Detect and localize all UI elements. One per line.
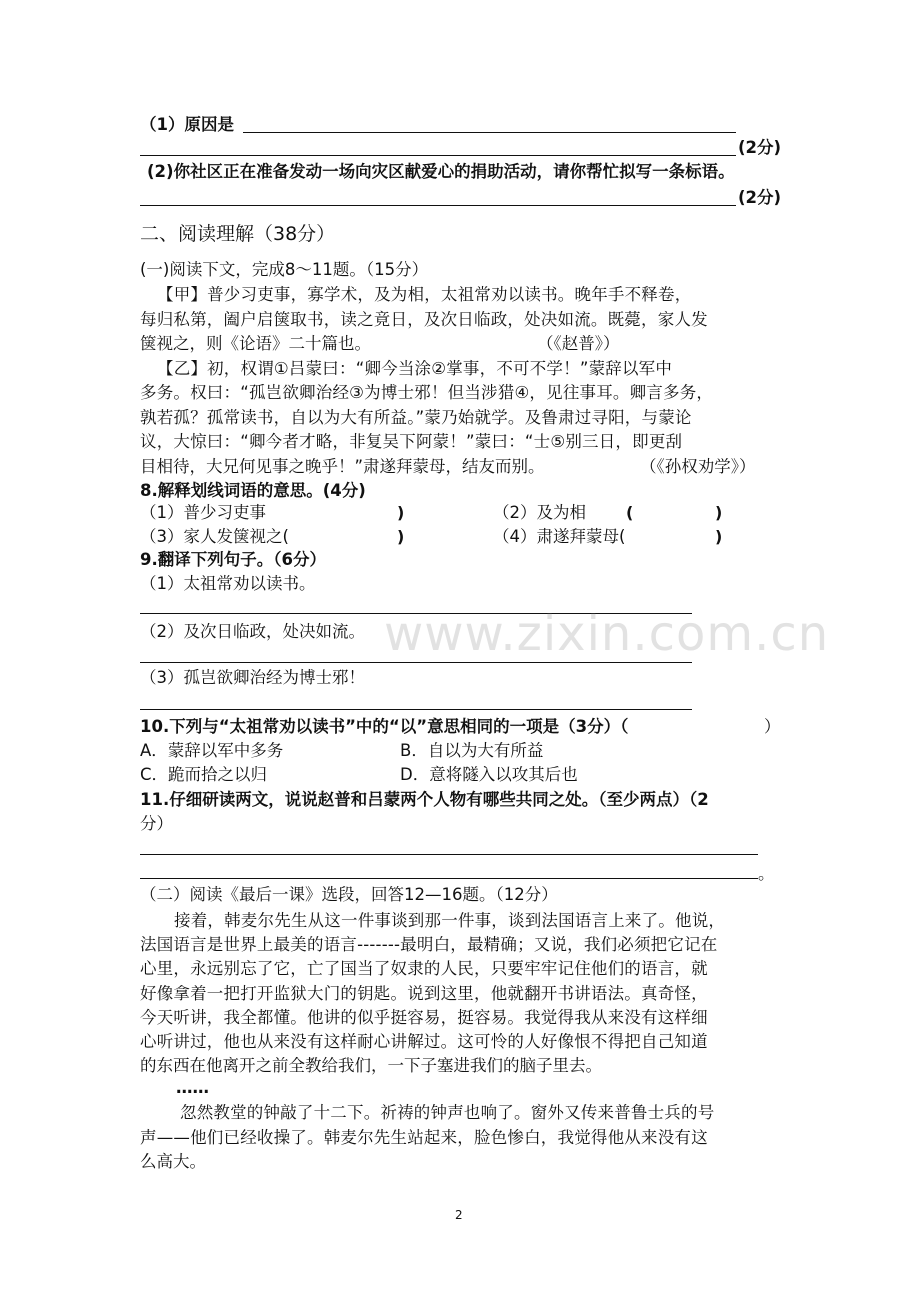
q2-text: (2)你社区正在准备发动一场向灾区献爱心的捐助活动，请你帮忙拟写一条标语。 bbox=[147, 162, 735, 181]
q9-item-1: （1）太祖常劝以读书。 bbox=[140, 574, 316, 593]
para2-line: 声——他们已经收操了。韩麦尔先生站起来，脸色惨白，我觉得他从来没有这 bbox=[140, 1128, 708, 1147]
page-number: 2 bbox=[455, 1208, 463, 1222]
para2-line: 忽然教堂的钟敲了十二下。祈祷的钟声也响了。窗外又传来普鲁士兵的号 bbox=[180, 1103, 715, 1122]
para1-line: 的东西在他离开之前全教给我们，一下子塞进我们的脑子里去。 bbox=[140, 1056, 602, 1075]
q11-title: 11.仔细研读两文，说说赵普和吕蒙两个人物有哪些共同之处。（至少两点）（2 bbox=[140, 790, 709, 809]
ellipsis: …… bbox=[176, 1078, 209, 1097]
q8-item-4: （4）肃遂拜蒙母( bbox=[493, 527, 626, 546]
q10-title: 10.下列与“太祖常劝以读书”中的“以”意思相同的一项是（3分）（ bbox=[140, 717, 629, 736]
part2-intro: （二）阅读《最后一课》选段，回答12—16题。（12分） bbox=[140, 885, 558, 904]
q10-option-c[interactable]: C．跪而拾之以归 bbox=[140, 765, 268, 784]
yi-line: 孰若孤？孤常读书，自以为大有所益。”蒙乃始就学。及鲁肃过寻阳，与蒙论 bbox=[140, 408, 692, 427]
q9-item-2: （2）及次日临政，处决如流。 bbox=[140, 622, 365, 641]
yi-line: 议，大惊曰：“卿今者才略，非复吴下阿蒙！”蒙曰：“士⑤别三日，即更刮 bbox=[140, 432, 683, 451]
q9-title: 9.翻译下列句子。（6分） bbox=[140, 550, 326, 569]
q11-title-cont: 分） bbox=[140, 814, 173, 833]
yi-line: 【乙】初，权谓①吕蒙曰：“卿今当涂②掌事，不可不学！”蒙辞以军中 bbox=[157, 359, 673, 378]
paren-close: ) bbox=[715, 503, 723, 522]
answer-line[interactable] bbox=[140, 709, 692, 710]
watermark: www.zixin.com.cn bbox=[384, 606, 830, 662]
answer-line[interactable] bbox=[140, 662, 692, 663]
paren-open: ( bbox=[626, 503, 634, 522]
answer-line[interactable] bbox=[140, 854, 758, 855]
para1-line: 心听讲过，他也从来没有这样耐心讲解过。这可怜的人好像恨不得把自己知道 bbox=[140, 1032, 708, 1051]
yi-line: 目相待，大兄何见事之晚乎！”肃遂拜蒙母，结友而别。 bbox=[140, 457, 545, 476]
answer-line[interactable] bbox=[243, 132, 736, 133]
jia-line: 每归私第，阖户启箧取书，读之竟日，及次日临政，处决如流。既薨，家人发 bbox=[140, 310, 708, 329]
score-label: (2分) bbox=[738, 188, 782, 207]
q8-title: 8.解释划线词语的意思。(4分) bbox=[140, 481, 366, 500]
q8-item-2: （2）及为相 bbox=[493, 503, 586, 522]
paren-close: ) bbox=[715, 527, 723, 546]
q8-item-3: （3）家人发箧视之( bbox=[140, 527, 289, 546]
para1-line: 好像拿着一把打开监狱大门的钥匙。说到这里，他就翻开书讲语法。真奇怪， bbox=[140, 984, 708, 1003]
part1-intro: (一)阅读下文，完成8～11题。（15分） bbox=[140, 260, 429, 279]
q1-label: （1）原因是 bbox=[140, 115, 234, 134]
q10-close: ） bbox=[764, 717, 781, 736]
q9-item-3: （3）孤岂欲卿治经为博士邪！ bbox=[140, 668, 365, 687]
jia-line: 【甲】普少习吏事，寡学术，及为相，太祖常劝以读书。晚年手不释卷， bbox=[157, 285, 692, 304]
paren-close: ) bbox=[397, 503, 405, 522]
para2-line: 么高大。 bbox=[140, 1152, 206, 1171]
yi-line: 多务。权曰：“孤岂欲卿治经③为博士邪！但当涉猎④，见往事耳。卿言多务， bbox=[140, 383, 714, 402]
score-label: (2分) bbox=[738, 138, 782, 157]
source-label: （《孙权劝学》） bbox=[640, 457, 756, 476]
answer-line[interactable] bbox=[140, 205, 736, 206]
answer-line[interactable] bbox=[140, 155, 736, 156]
answer-line[interactable] bbox=[140, 878, 758, 879]
jia-line: 箧视之，则《论语》二十篇也。 bbox=[140, 334, 371, 353]
q10-option-d[interactable]: D．意将隧入以攻其后也 bbox=[400, 765, 578, 784]
para1-line: 法国语言是世界上最美的语言-------最明白，最精确；又说，我们必须把它记在 bbox=[140, 935, 718, 954]
section-title: 二、阅读理解（38分） bbox=[140, 223, 336, 245]
q10-option-b[interactable]: B．自以为大有所益 bbox=[400, 741, 544, 760]
q8-item-1: （1）普少习吏事 bbox=[140, 503, 266, 522]
para1-line: 今天听讲，我全都懂。他讲的似乎挺容易，挺容易。我觉得我从来没有这样细 bbox=[140, 1008, 708, 1027]
source-label: （《赵普》） bbox=[537, 334, 620, 353]
q11-end: 。 bbox=[758, 864, 775, 883]
q10-option-a[interactable]: A．蒙辞以军中多务 bbox=[140, 741, 284, 760]
para1-line: 接着，韩麦尔先生从这一件事谈到那一件事，谈到法国语言上来了。他说， bbox=[174, 911, 726, 930]
paren-close: ) bbox=[397, 527, 405, 546]
para1-line: 心里，永远别忘了它，亡了国当了奴隶的人民，只要牢牢记住他们的语言，就 bbox=[140, 959, 708, 978]
